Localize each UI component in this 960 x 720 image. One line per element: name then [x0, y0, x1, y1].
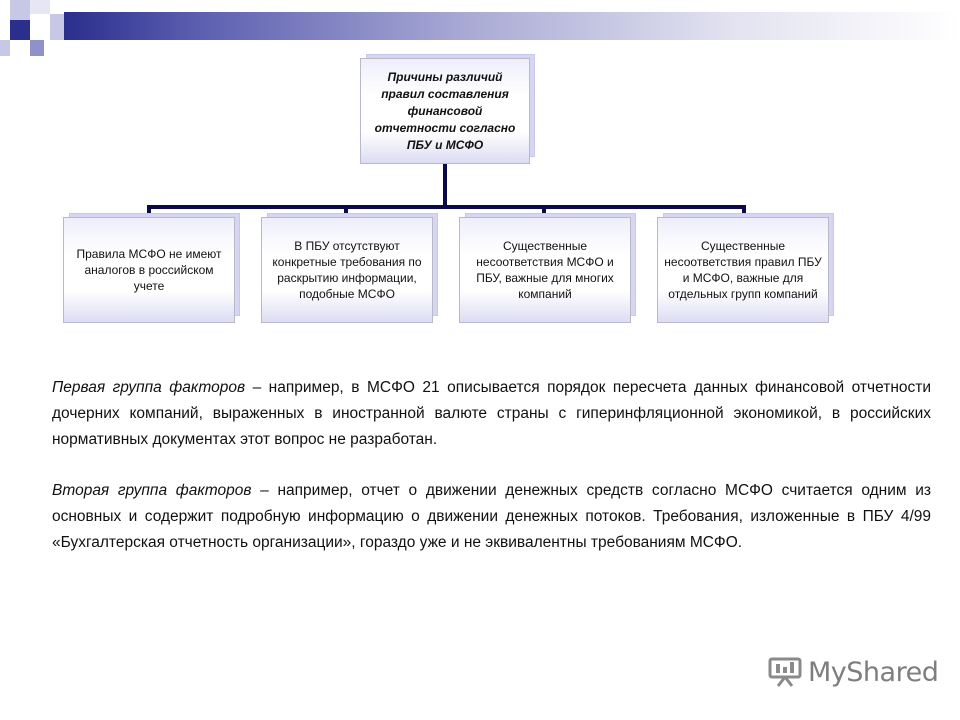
paragraph-first-lead: Первая группа факторов — [52, 379, 246, 396]
watermark — [768, 656, 938, 688]
root-node — [360, 58, 530, 164]
watermark-text: MyShared — [808, 656, 939, 688]
paragraph-second-lead: Вторая группа факторов — [52, 482, 252, 499]
paragraph-second-text: – например, отчет о движении денежных средств согласно МСФО считается одним из основных и содержит подробную информацию о движении денежных потоков. Требования, изложенные в ПБУ 4/99 «Бухгалтерская отчетность организации», гораздо уже и не эквивалентны требованиям МСФО. — [52, 482, 931, 551]
presentation-board-icon — [768, 656, 802, 688]
child-node-3-text: Существенные несоответствия МСФО и ПБУ, важные для многих компаний — [476, 239, 614, 301]
child-node-1-text: Правила МСФО не имеют аналогов в российском учете — [76, 247, 222, 293]
connector-root-down — [443, 164, 447, 208]
child-node-1 — [63, 217, 235, 323]
paragraph-first-text: – например, в МСФО 21 описывается порядок пересчета данных финансовой отчетности дочерних компаний, выраженных в иностранной валюте страны с гиперинфляционной экономикой, в российских нормативных документах этот вопрос не разработан. — [52, 379, 931, 448]
child-node-2-text: В ПБУ отсутствуют конкретные требования по раскрытию информации, подобные МСФО — [272, 239, 422, 301]
org-chart — [0, 0, 960, 340]
child-node-4-text: Существенные несоответствия правил ПБУ и МСФО, важные для отдельных групп компаний — [664, 239, 822, 301]
root-node-text: Причины различий правил составления финансовой отчетности согласно ПБУ и МСФО — [374, 69, 516, 152]
paragraph-second-group — [52, 478, 931, 556]
paragraph-first-group — [52, 375, 931, 453]
connector-horizontal — [147, 205, 746, 209]
child-node-4 — [657, 217, 829, 323]
child-node-3 — [459, 217, 631, 323]
child-node-2 — [261, 217, 433, 323]
